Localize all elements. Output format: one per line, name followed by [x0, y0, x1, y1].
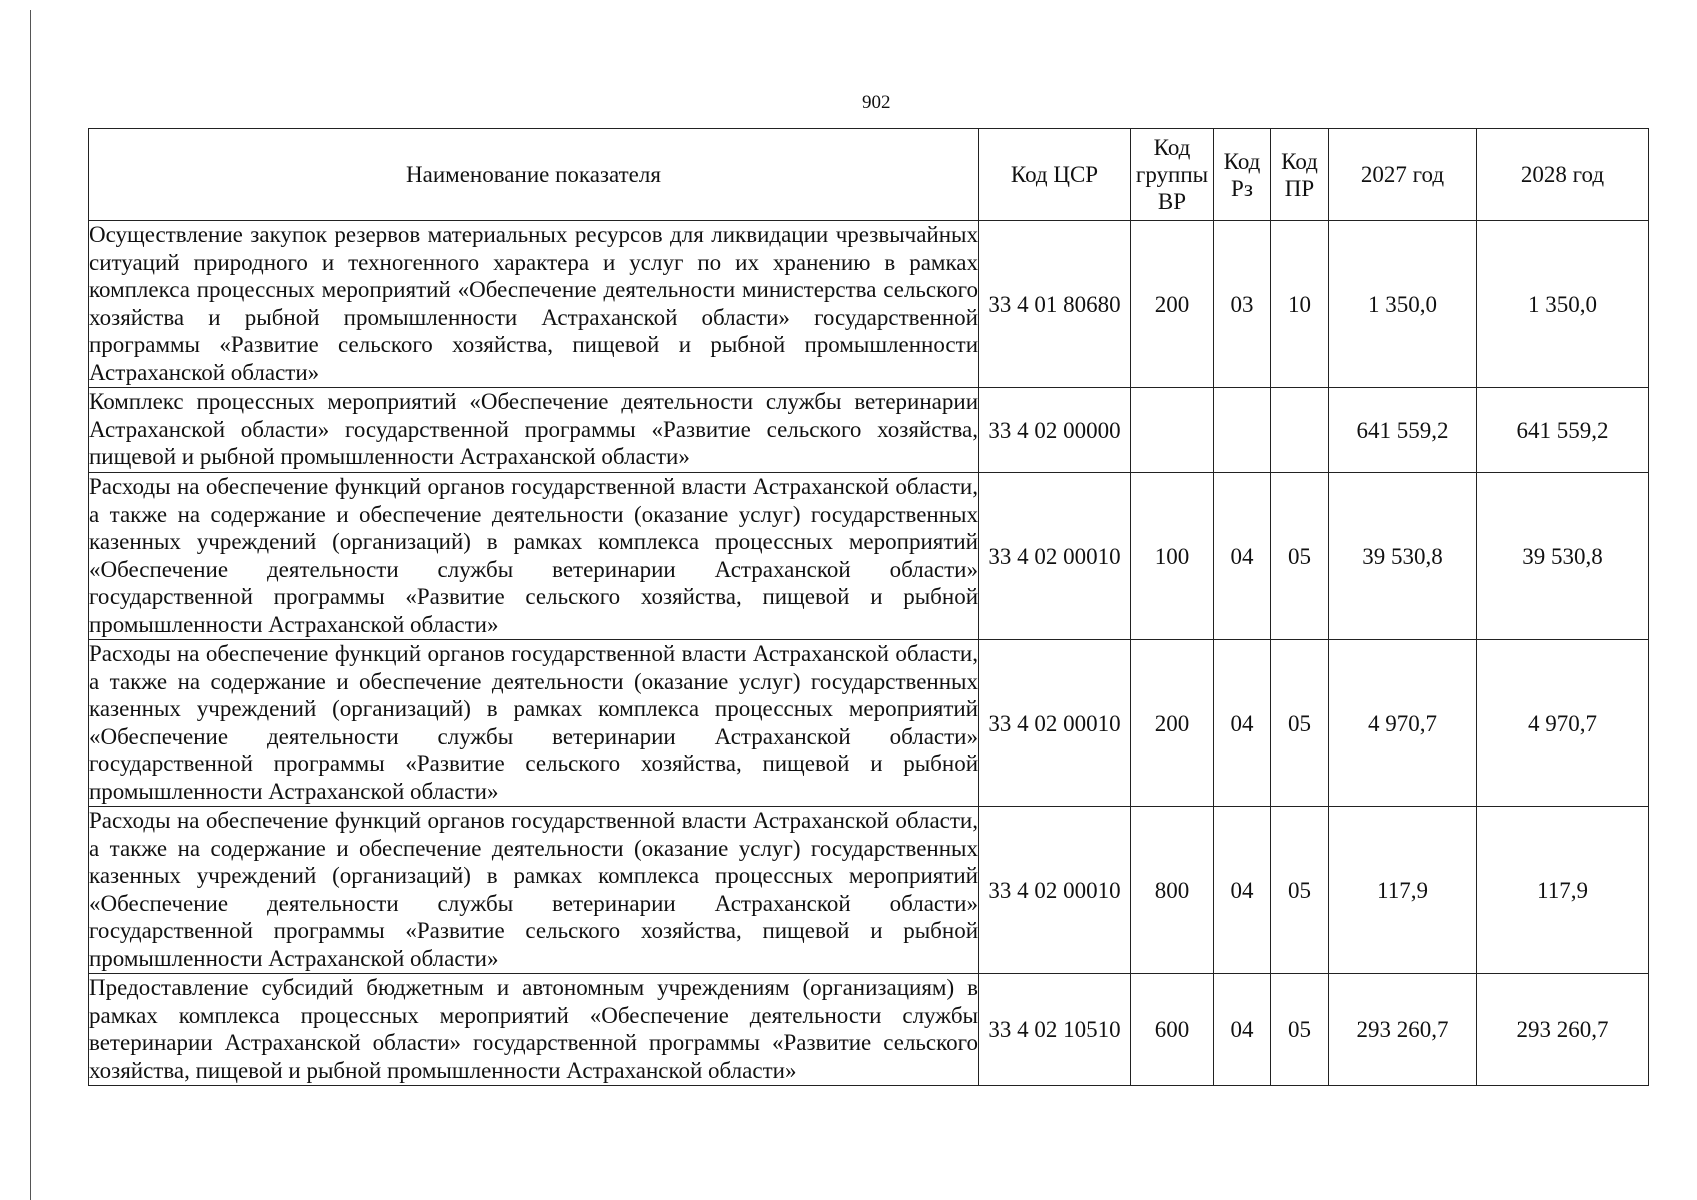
row-2027: 641 559,2 [1329, 388, 1477, 473]
row-rz: 04 [1214, 640, 1271, 807]
row-2028: 641 559,2 [1477, 388, 1649, 473]
header-csr: Код ЦСР [979, 129, 1131, 221]
header-2027: 2027 год [1329, 129, 1477, 221]
row-csr: 33 4 01 80680 [979, 221, 1131, 388]
row-2027: 117,9 [1329, 807, 1477, 974]
row-2027: 39 530,8 [1329, 473, 1477, 640]
row-vr: 200 [1131, 640, 1214, 807]
table-row [89, 974, 1649, 1086]
header-vr: Код группы ВР [1131, 129, 1214, 221]
page-number: 902 [862, 92, 891, 113]
header-name: Наименование показателя [89, 129, 979, 221]
row-2028: 1 350,0 [1477, 221, 1649, 388]
row-rz: 04 [1214, 807, 1271, 974]
row-csr: 33 4 02 10510 [979, 974, 1131, 1086]
row-2028: 4 970,7 [1477, 640, 1649, 807]
row-name: Расходы на обеспечение функций органов государственной власти Астраханской области, а также на содержание и обеспечение деятельности (оказание услуг) государственных казенных учреждений (организаций) в рамках комплекса процессных мероприятий «Обеспечение деятельности службы ветеринарии Астраханской области» государственной программы «Развитие сельского хозяйства, пищевой и рыбной промышленности Астраханской области» [89, 807, 979, 974]
row-vr: 600 [1131, 974, 1214, 1086]
row-pr: 05 [1271, 473, 1329, 640]
row-rz: 04 [1214, 473, 1271, 640]
row-name: Комплекс процессных мероприятий «Обеспечение деятельности службы ветеринарии Астраханской области» государственной программы «Развитие сельского хозяйства, пищевой и рыбной промышленности Астраханской области» [89, 388, 979, 473]
row-2027: 4 970,7 [1329, 640, 1477, 807]
row-pr: 05 [1271, 640, 1329, 807]
table-row [89, 807, 1649, 974]
table-header-row [89, 129, 1649, 221]
row-2028: 117,9 [1477, 807, 1649, 974]
row-pr: 05 [1271, 974, 1329, 1086]
row-name: Предоставление субсидий бюджетным и автономным учреждениям (организациям) в рамках комплекса процессных мероприятий «Обеспечение деятельности службы ветеринарии Астраханской области» государственной программы «Развитие сельского хозяйства, пищевой и рыбной промышленности Астраханской области» [89, 974, 979, 1086]
table-row [89, 221, 1649, 388]
row-name: Осуществление закупок резервов материальных ресурсов для ликвидации чрезвычайных ситуаций природного и техногенного характера и услуг по их хранению в рамках комплекса процессных мероприятий «Обеспечение деятельности министерства сельского хозяйства и рыбной промышленности Астраханской области» государственной программы «Развитие сельского хозяйства, пищевой и рыбной промышленности Астраханской области» [89, 221, 979, 388]
binding-margin-line [30, 10, 31, 1200]
table-row [89, 640, 1649, 807]
row-vr [1131, 388, 1214, 473]
row-2028: 39 530,8 [1477, 473, 1649, 640]
row-csr: 33 4 02 00010 [979, 473, 1131, 640]
row-pr: 05 [1271, 807, 1329, 974]
row-rz: 03 [1214, 221, 1271, 388]
header-rz: Код Рз [1214, 129, 1271, 221]
row-csr: 33 4 02 00000 [979, 388, 1131, 473]
row-name: Расходы на обеспечение функций органов государственной власти Астраханской области, а также на содержание и обеспечение деятельности (оказание услуг) государственных казенных учреждений (организаций) в рамках комплекса процессных мероприятий «Обеспечение деятельности службы ветеринарии Астраханской области» государственной программы «Развитие сельского хозяйства, пищевой и рыбной промышленности Астраханской области» [89, 640, 979, 807]
table-row [89, 388, 1649, 473]
row-rz: 04 [1214, 974, 1271, 1086]
row-2027: 1 350,0 [1329, 221, 1477, 388]
row-name: Расходы на обеспечение функций органов государственной власти Астраханской области, а также на содержание и обеспечение деятельности (оказание услуг) государственных казенных учреждений (организаций) в рамках комплекса процессных мероприятий «Обеспечение деятельности службы ветеринарии Астраханской области» государственной программы «Развитие сельского хозяйства, пищевой и рыбной промышленности Астраханской области» [89, 473, 979, 640]
row-pr: 10 [1271, 221, 1329, 388]
row-2028: 293 260,7 [1477, 974, 1649, 1086]
row-csr: 33 4 02 00010 [979, 807, 1131, 974]
header-pr: Код ПР [1271, 129, 1329, 221]
header-2028: 2028 год [1477, 129, 1649, 221]
table-row [89, 473, 1649, 640]
row-rz [1214, 388, 1271, 473]
row-vr: 200 [1131, 221, 1214, 388]
row-vr: 800 [1131, 807, 1214, 974]
row-2027: 293 260,7 [1329, 974, 1477, 1086]
row-pr [1271, 388, 1329, 473]
row-vr: 100 [1131, 473, 1214, 640]
budget-table [88, 128, 1649, 1086]
row-csr: 33 4 02 00010 [979, 640, 1131, 807]
